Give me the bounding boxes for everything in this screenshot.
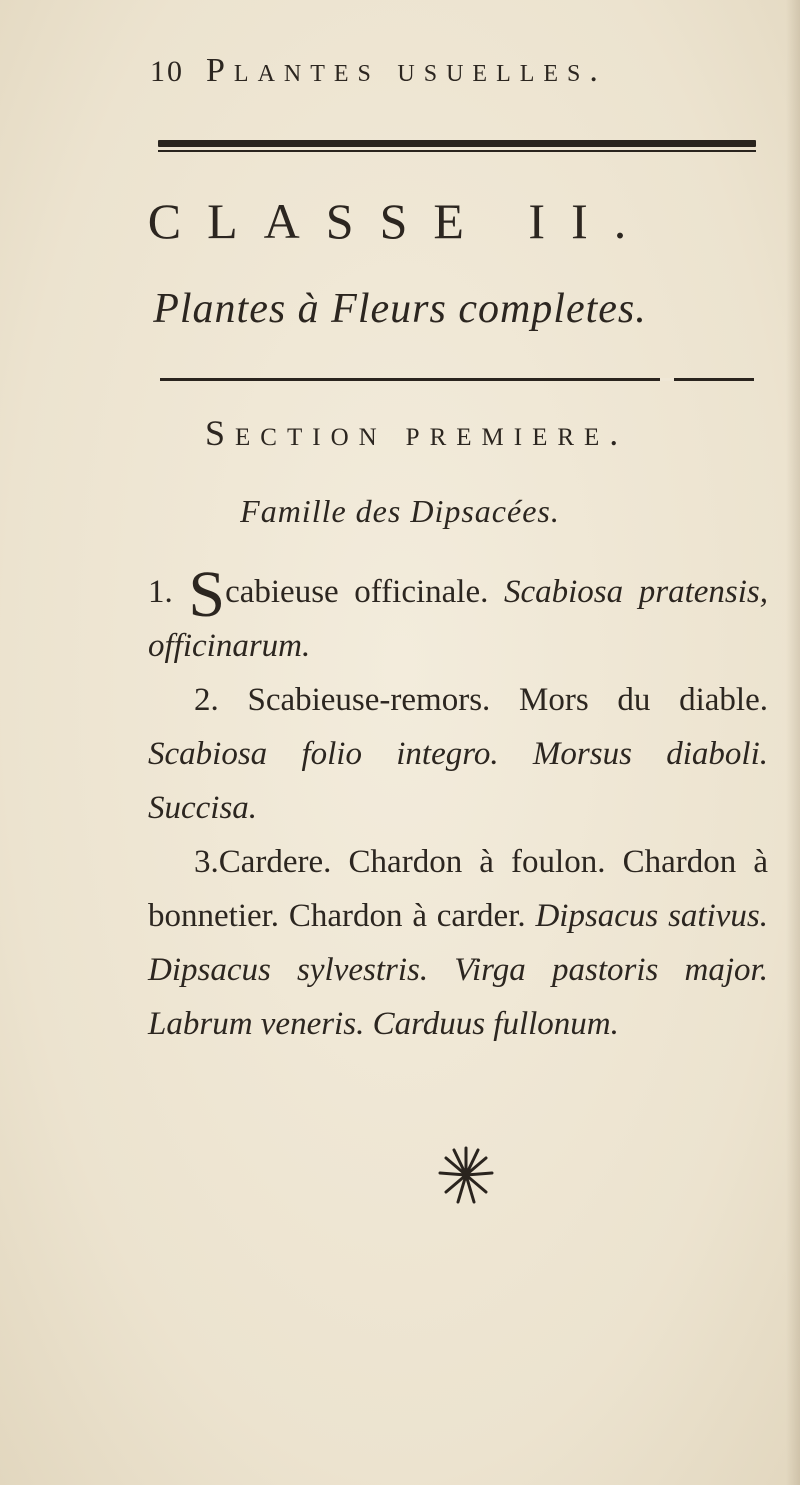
class-subtitle: Plantes à Fleurs completes. bbox=[153, 286, 647, 332]
entry-number: 2. bbox=[194, 682, 219, 718]
drop-cap-letter: S bbox=[188, 558, 226, 631]
section-heading bbox=[205, 412, 765, 454]
floral-ornament-icon bbox=[436, 1140, 496, 1210]
entry-latin-name: Scabiosa folio integro. Morsus diaboli. Succisa. bbox=[148, 736, 768, 826]
entry-french-name: cabieuse officinale. bbox=[225, 574, 489, 610]
entry-latin-name: Scabiosa pratensis, officinarum. bbox=[148, 574, 769, 664]
family-heading: Famille des Dipsacées. bbox=[240, 493, 560, 529]
running-title: Plantes usuelles. bbox=[206, 52, 607, 89]
entry-number: 3. bbox=[194, 844, 219, 880]
entry-french-name: Scabieuse-remors. Mors du diable. bbox=[247, 682, 768, 718]
entry-1 bbox=[148, 558, 769, 673]
running-header bbox=[150, 52, 670, 102]
page-number: 10 bbox=[150, 55, 184, 88]
entry-2 bbox=[148, 673, 768, 835]
entry-3 bbox=[148, 835, 768, 1051]
single-rule-divider bbox=[160, 378, 754, 381]
section-heading-text: Section premiere. bbox=[205, 413, 629, 453]
entry-number: 1. bbox=[148, 574, 173, 610]
entry-list bbox=[148, 558, 769, 1051]
class-heading: CLASSE II. bbox=[147, 193, 653, 249]
double-rule-divider bbox=[158, 140, 756, 154]
entry-latin-name: Dipsacus sativus. Dipsacus sylvestris. Virga pastoris major. Labrum veneris. Carduus fullonum. bbox=[148, 898, 768, 1042]
entry-french-name: Cardere. Chardon à foulon. Chardon à bonnetier. Chardon à carder. bbox=[148, 844, 768, 934]
